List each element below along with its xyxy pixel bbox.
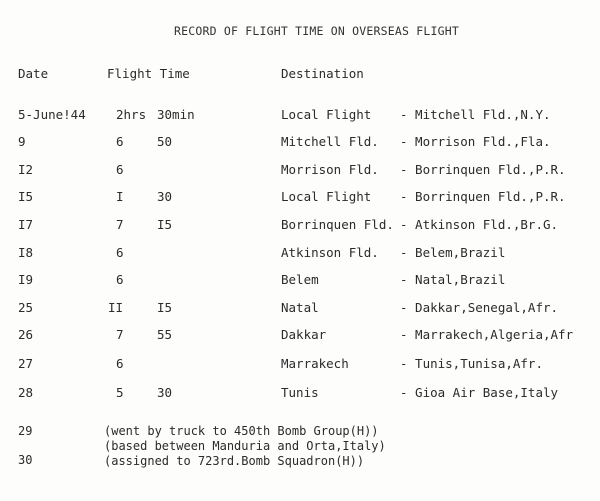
- row-destination: - Borrinquen Fld.,P.R.: [400, 189, 566, 204]
- row-origin: Morrison Fld.: [281, 162, 379, 177]
- row-origin: Natal: [281, 300, 319, 315]
- row-destination: - Morrison Fld.,Fla.: [400, 134, 551, 149]
- table-row: [0, 272, 600, 296]
- row-date: 9: [18, 134, 26, 149]
- row-origin: Local Flight: [281, 107, 372, 122]
- table-row: [0, 107, 600, 131]
- row-hours: 7: [116, 327, 124, 342]
- row-date: I7: [18, 217, 34, 232]
- footer-note-line1: (went by truck to 450th Bomb Group(H)): [104, 424, 379, 438]
- footer-date-30: 30: [18, 453, 33, 467]
- table-row: [0, 356, 600, 380]
- row-hours: 6: [116, 245, 124, 260]
- table-row: [0, 245, 600, 269]
- row-destination: - Borrinquen Fld.,P.R.: [400, 162, 566, 177]
- row-hours: 6: [116, 134, 124, 149]
- row-date: 5-June!44: [18, 107, 86, 122]
- footer-note-line3: (assigned to 723rd.Bomb Squadron(H)): [104, 454, 365, 468]
- table-row: [0, 162, 600, 186]
- row-mins: 30min: [157, 107, 195, 122]
- row-mins: 30: [157, 189, 173, 204]
- row-date: I8: [18, 245, 34, 260]
- row-hours: 2hrs: [116, 107, 147, 122]
- row-mins: I5: [157, 217, 173, 232]
- row-mins: 50: [157, 134, 173, 149]
- footer-note-line2: (based between Manduria and Orta,Italy): [104, 439, 386, 453]
- row-origin: Atkinson Fld.: [281, 245, 379, 260]
- row-mins: 55: [157, 327, 173, 342]
- row-origin: Borrinquen Fld.: [281, 217, 394, 232]
- row-hours: 6: [116, 356, 124, 371]
- row-hours: 6: [116, 272, 124, 287]
- row-origin: Tunis: [281, 385, 319, 400]
- row-destination: - Gioa Air Base,Italy: [400, 385, 559, 400]
- row-date: 28: [18, 385, 34, 400]
- row-destination: - Natal,Brazil: [400, 272, 506, 287]
- header-date: Date: [18, 66, 49, 81]
- table-row: [0, 300, 600, 324]
- row-hours: 6: [116, 162, 124, 177]
- row-mins: I5: [157, 300, 173, 315]
- table-row: [0, 134, 600, 158]
- document-title: RECORD OF FLIGHT TIME ON OVERSEAS FLIGHT: [174, 24, 459, 38]
- row-date: I5: [18, 189, 34, 204]
- table-row: [0, 385, 600, 409]
- footer-date-29: 29: [18, 424, 33, 438]
- row-date: 26: [18, 327, 34, 342]
- table-row: [0, 327, 600, 351]
- row-hours: II: [108, 300, 124, 315]
- row-origin: Local Flight: [281, 189, 372, 204]
- row-date: 27: [18, 356, 34, 371]
- row-mins: 30: [157, 385, 173, 400]
- row-destination: - Belem,Brazil: [400, 245, 506, 260]
- header-flight-time: Flight Time: [107, 66, 190, 81]
- row-hours: 7: [116, 217, 124, 232]
- row-destination: - Tunis,Tunisa,Afr.: [400, 356, 543, 371]
- row-origin: Mitchell Fld.: [281, 134, 379, 149]
- table-row: [0, 189, 600, 213]
- row-date: 25: [18, 300, 34, 315]
- header-destination: Destination: [281, 66, 364, 81]
- row-destination: - Dakkar,Senegal,Afr.: [400, 300, 559, 315]
- row-destination: - Mitchell Fld.,N.Y.: [400, 107, 551, 122]
- row-date: I2: [18, 162, 34, 177]
- row-hours: 5: [116, 385, 124, 400]
- row-origin: Belem: [281, 272, 319, 287]
- row-origin: Dakkar: [281, 327, 327, 342]
- row-destination: - Atkinson Fld.,Br.G.: [400, 217, 559, 232]
- row-date: I9: [18, 272, 34, 287]
- row-origin: Marrakech: [281, 356, 349, 371]
- row-hours: I: [116, 189, 124, 204]
- row-destination: - Marrakech,Algeria,Afr: [400, 327, 574, 342]
- table-row: [0, 217, 600, 241]
